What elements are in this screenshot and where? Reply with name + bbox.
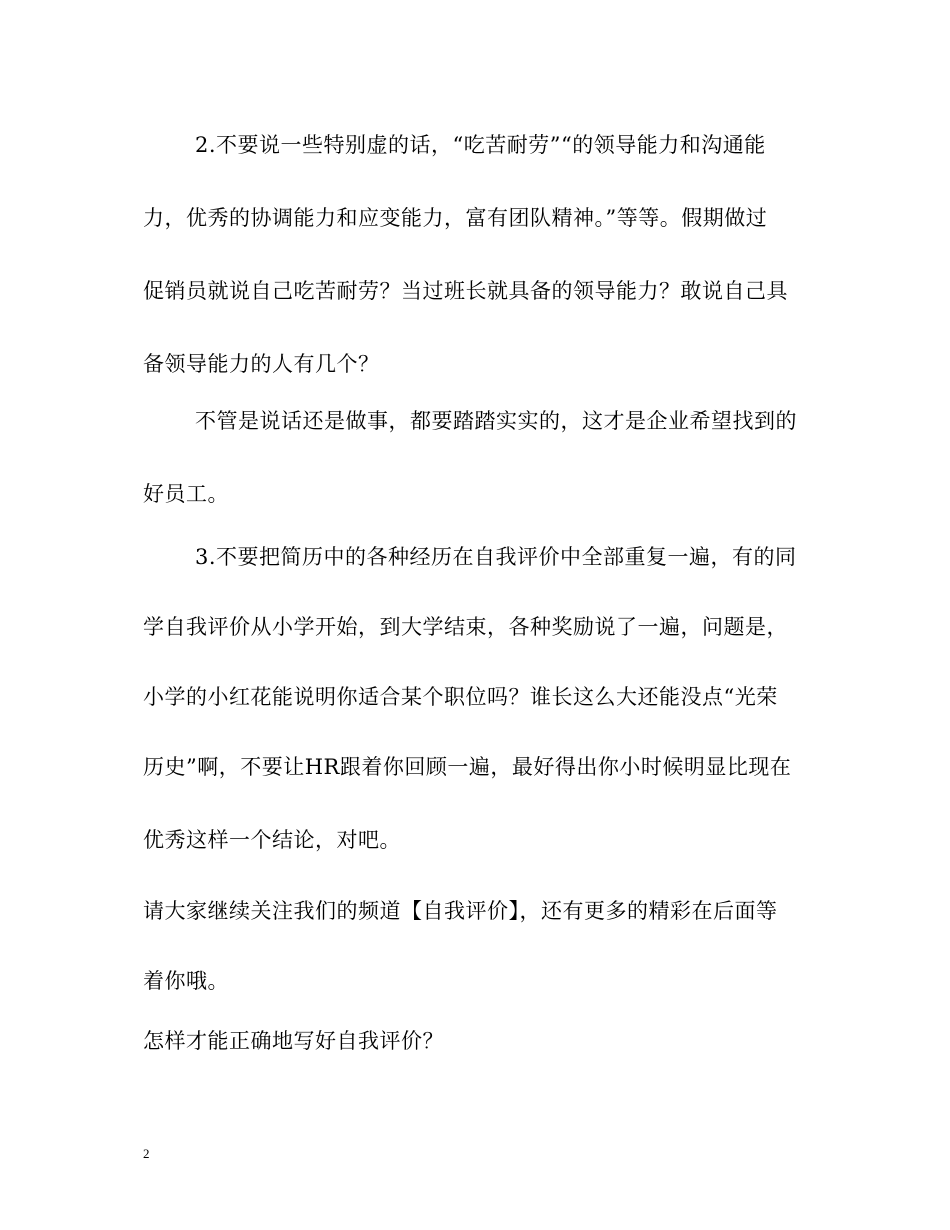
paragraph-3-line-5: 优秀这样一个结论，对吧。	[143, 828, 401, 852]
channel-notice-line-1: 请大家继续关注我们的频道【自我评价】，还有更多的精彩在后面等	[143, 899, 778, 923]
paragraph-3-line-1: 3.不要把简历中的各种经历在自我评价中全部重复一遍，有的同	[195, 545, 797, 569]
paragraph-conclusion-line-2: 好员工。	[143, 482, 229, 506]
channel-notice-line-2: 着你哦。	[143, 969, 229, 993]
paragraph-2-line-1: 2.不要说一些特别虚的话，“吃苦耐劳”“的领导能力和沟通能	[195, 133, 766, 157]
paragraph-conclusion-line-1: 不管是说话还是做事，都要踏踏实实的，这才是企业希望找到的	[195, 409, 797, 433]
paragraph-3-line-2: 学自我评价从小学开始，到大学结束，各种奖励说了一遍，问题是，	[143, 615, 788, 639]
page-number: 2	[143, 1146, 150, 1161]
paragraph-2-line-2: 力，优秀的协调能力和应变能力，富有团队精神。”等等。假期做过	[143, 206, 768, 230]
paragraph-2-line-3: 促销员就说自己吃苦耐劳？当过班长就具备的领导能力？敢说自己具	[143, 279, 788, 303]
paragraph-3-line-3: 小学的小红花能说明你适合某个职位吗？谁长这么大还能没点“光荣	[143, 685, 778, 709]
paragraph-3-line-4: 历史”啊，不要让HR跟着你回顾一遍，最好得出你小时候明显比现在	[143, 755, 792, 779]
section-heading: 怎样才能正确地写好自我评价？	[143, 1029, 444, 1053]
paragraph-2-line-4: 备领导能力的人有几个？	[143, 352, 380, 376]
